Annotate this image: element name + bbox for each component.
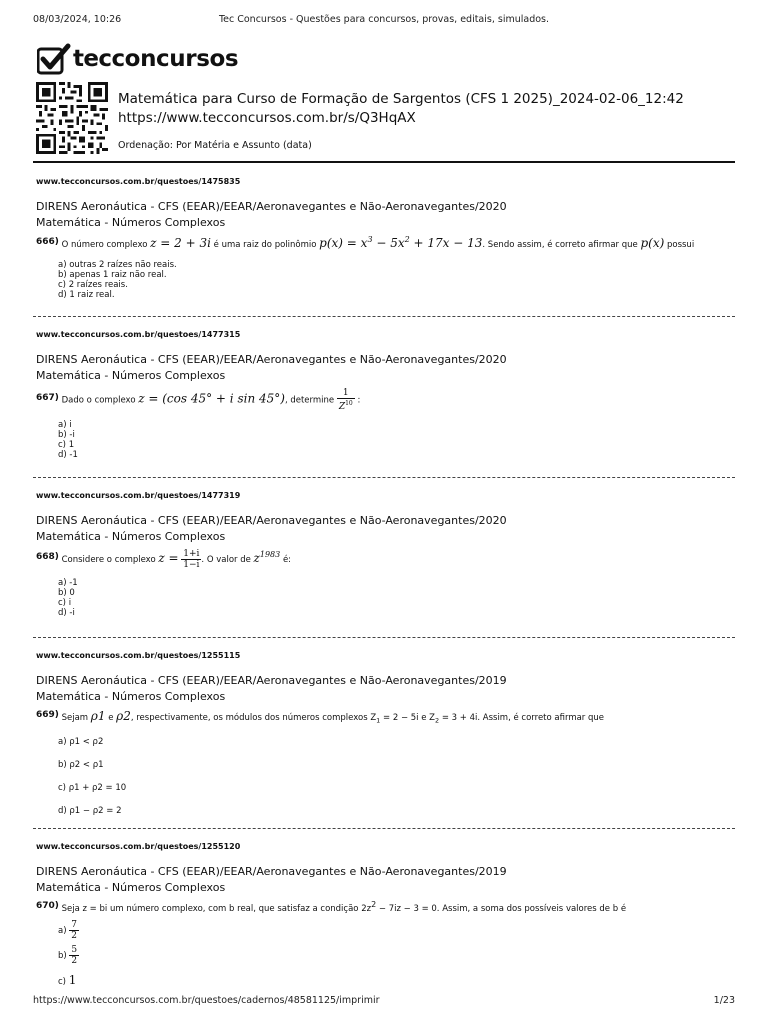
math-fraction: $\frac{5}{2}$ (71, 944, 78, 966)
question-stem: 667) Dado o complexo z = (cos 45° + i sin 45°), determine $\frac{1}{Z^{10}}$ : (36, 388, 361, 412)
question-subject: Matemática - Números Complexos (36, 690, 226, 703)
question-668 (36, 491, 732, 618)
question-number: 669) (36, 710, 59, 720)
option-d[interactable]: d) -i (58, 608, 75, 618)
math-expression: z = (158, 551, 179, 565)
option-a[interactable]: a) outras 2 raízes não reais. (58, 260, 177, 270)
option-c[interactable]: c) i (58, 598, 72, 608)
options-list (36, 578, 732, 618)
question-stem: 668) Considere o complexo z = $\frac{1+i}{1-i}$ . O valor de $z^{1983}$ é: (36, 549, 292, 570)
tecconcursos-logo[interactable] (37, 42, 238, 76)
question-source: DIRENS Aeronáutica - CFS (EEAR)/EEAR/Aeronavegantes e Não-Aeronavegantes/2019 (36, 865, 507, 878)
caderno-link[interactable]: https://www.tecconcursos.com.br/s/Q3HqAX (118, 110, 416, 126)
question-stem: 669) Sejam ρ1 e ρ2, respectivamente, os módulos dos números complexos $Z_1 = 2 - 5i$ e $Z_2 = 3 + 4i$. Assim, é correto afirmar que (36, 709, 605, 725)
question-669 (36, 651, 732, 827)
caderno-ordering: Ordenação: Por Matéria e Assunto (data) (118, 140, 312, 151)
options-list (36, 420, 732, 460)
qr-code (36, 82, 108, 154)
option-c[interactable]: c) 1 (58, 440, 75, 450)
question-number: 666) (36, 237, 59, 247)
question-url[interactable]: www.tecconcursos.com.br/questoes/1255120 (36, 842, 241, 851)
question-source: DIRENS Aeronáutica - CFS (EEAR)/EEAR/Aeronavegantes e Não-Aeronavegantes/2019 (36, 674, 507, 687)
math-expression: z = (cos 45° + i sin 45°) (138, 391, 285, 406)
option-c[interactable]: c) ρ1 + ρ2 = 10 (58, 782, 127, 793)
math-symbol: ρ1 (90, 709, 106, 723)
math-expression: $z^{1983}$ (253, 550, 281, 565)
math-fraction: $\frac{7}{2}$ (71, 919, 77, 941)
math-fraction: $\frac{1+i}{1-i}$ (183, 549, 200, 570)
math-expression: z = 2 + 3i (150, 236, 211, 250)
question-666 (36, 177, 732, 300)
question-subject: Matemática - Números Complexos (36, 369, 226, 382)
question-url[interactable]: www.tecconcursos.com.br/questoes/1477315 (36, 330, 241, 339)
question-number: 670) (36, 900, 59, 911)
caderno-title: Matemática para Curso de Formação de Sargentos (CFS 1 2025)_2024-02-06_12:42 (118, 91, 684, 107)
option-c[interactable]: c) 1 (58, 972, 77, 987)
option-a[interactable]: a) ρ1 < ρ2 (58, 736, 104, 747)
question-stem: 666) O número complexo z = 2 + 3i é uma raiz do polinômio $p(x) = x^3 - 5x^2 + 17x - 13$. Sendo assim, é correto afirmar que p(x) possui (36, 235, 695, 250)
option-a[interactable]: a) i (58, 420, 72, 430)
option-a[interactable]: a) -1 (58, 578, 78, 588)
math-fraction: $\frac{1}{Z^{10}}$ (338, 388, 353, 412)
question-stem: 670) Seja z = bi um número complexo, com b real, que satisfaz a condição 2z2 − 7iz − 3 = 0. Assim, a soma dos possíveis valores de b é (36, 900, 627, 914)
checkmark-icon (37, 43, 71, 75)
logo-text-concursos: concursos (111, 46, 239, 72)
options-list (36, 735, 732, 827)
print-header (33, 14, 735, 30)
print-page-title: Tec Concursos - Questões para concursos, provas, editais, simulados. (218, 14, 550, 25)
question-subject: Matemática - Números Complexos (36, 881, 226, 894)
header-divider (33, 161, 735, 163)
question-source: DIRENS Aeronáutica - CFS (EEAR)/EEAR/Aeronavegantes e Não-Aeronavegantes/2020 (36, 353, 507, 366)
question-url[interactable]: www.tecconcursos.com.br/questoes/1255115 (36, 651, 241, 660)
question-number: 668) (36, 552, 59, 562)
question-divider (33, 477, 735, 478)
question-url[interactable]: www.tecconcursos.com.br/questoes/1475835 (36, 177, 241, 186)
option-b[interactable]: b) ρ2 < ρ1 (58, 759, 104, 770)
option-a[interactable]: a) $\frac{7}{2}$ (58, 919, 77, 941)
option-b[interactable]: b) $\frac{5}{2}$ (58, 944, 78, 966)
options-list (36, 260, 732, 300)
option-d[interactable]: d) ρ1 − ρ2 = 2 (58, 805, 122, 816)
print-footer (33, 995, 735, 1011)
question-url[interactable]: www.tecconcursos.com.br/questoes/1477319 (36, 491, 241, 500)
page-number: 1/23 (713, 995, 735, 1006)
question-divider (33, 828, 735, 829)
math-polynomial: $p(x) = x^3 - 5x^2 + 17x - 13$ (319, 235, 483, 250)
options-list (36, 920, 732, 995)
question-divider (33, 316, 735, 317)
option-d[interactable]: d) -1 (58, 450, 78, 460)
question-source: DIRENS Aeronáutica - CFS (EEAR)/EEAR/Aeronavegantes e Não-Aeronavegantes/2020 (36, 200, 507, 213)
question-subject: Matemática - Números Complexos (36, 530, 226, 543)
question-670 (36, 842, 732, 995)
math-expression: p(x) (640, 236, 665, 250)
question-subject: Matemática - Números Complexos (36, 216, 226, 229)
option-c[interactable]: c) 2 raízes reais. (58, 280, 128, 290)
option-d[interactable]: d) 1 raiz real. (58, 290, 115, 300)
option-b[interactable]: b) apenas 1 raiz não real. (58, 270, 167, 280)
question-number: 667) (36, 392, 59, 403)
question-667 (36, 330, 732, 460)
question-divider (33, 637, 735, 638)
logo-text-tec: tec (73, 46, 112, 72)
print-datetime: 08/03/2024, 10:26 (33, 14, 122, 25)
question-source: DIRENS Aeronáutica - CFS (EEAR)/EEAR/Aeronavegantes e Não-Aeronavegantes/2020 (36, 514, 507, 527)
print-url[interactable]: https://www.tecconcursos.com.br/questoes/cadernos/48581125/imprimir (33, 995, 380, 1006)
option-b[interactable]: b) 0 (58, 588, 75, 598)
math-value: 1 (68, 972, 77, 987)
option-b[interactable]: b) -i (58, 430, 75, 440)
math-symbol: ρ2 (116, 709, 131, 723)
